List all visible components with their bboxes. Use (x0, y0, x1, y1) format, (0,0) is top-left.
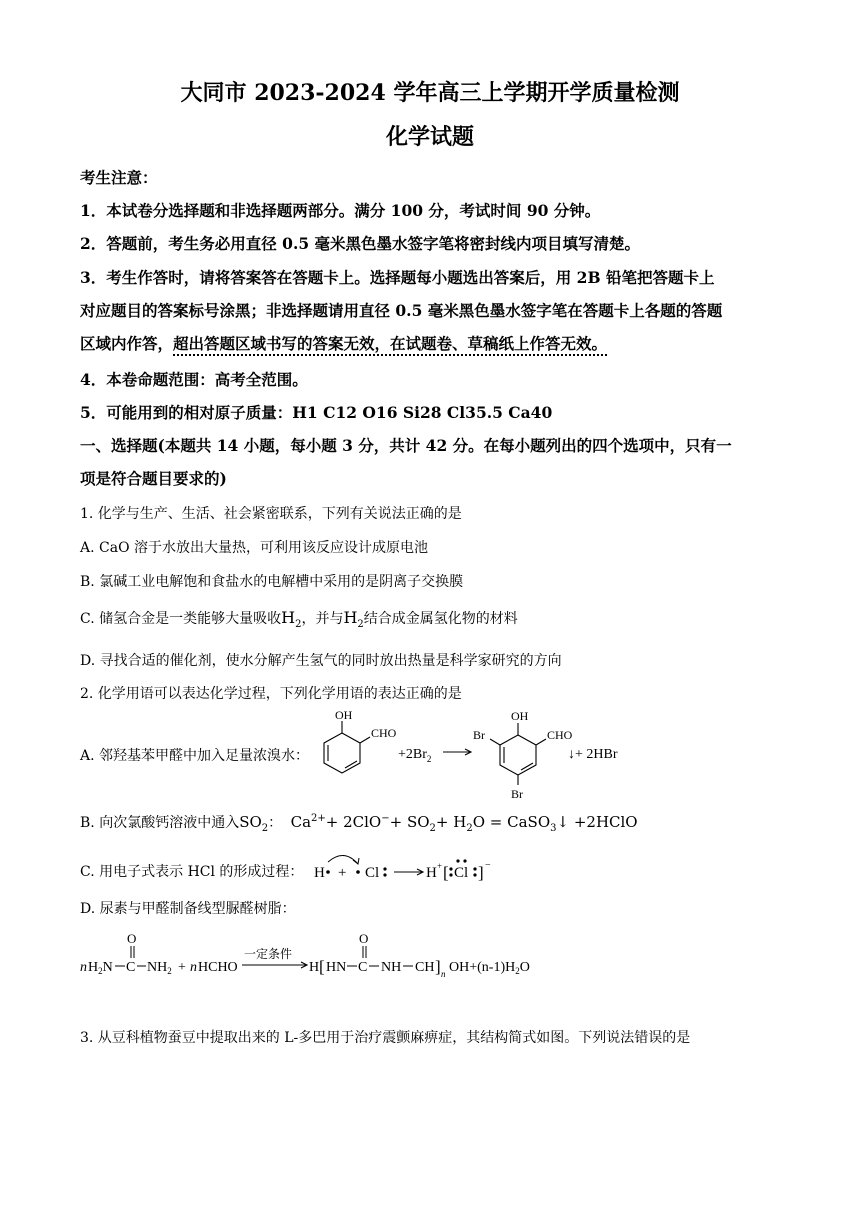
notice-3-cont: 对应题目的答案标号涂黑；非选择题请用直径 0.5 毫米黑色墨水签字笔在答题卡上各题的答题 (80, 301, 723, 320)
page-title: 大同市 2023-2024 学年高三上学期开学质量检测 (180, 80, 680, 106)
svg-text:OH+(n-1)H2O: $OH+(n-1)H_2O$ (449, 960, 530, 976)
product-cho-label: CHO (547, 728, 573, 742)
svg-text:CH: CH (415, 960, 435, 975)
notice-3-emphasis: 超出答题区域书写的答案无效，在试题卷、草稿纸上作答无效。 (173, 334, 607, 356)
notice-3-end-a: 区域内作答， (80, 334, 174, 353)
q1-option-c: C. 储氢合金是一类能够大量吸收$H_2$，并与$H_2$结合成金属氢化物的材料 (80, 608, 518, 630)
svg-text:H2N: $H_2N$ (88, 960, 113, 976)
q1-option-a: A. CaO 溶于水放出大量热，可利用该反应设计成原电池 (80, 540, 428, 556)
q1-option-d: D. 寻找合适的催化剂，使水分解产生氢气的同时放出热量是科学家研究的方向 (80, 653, 562, 669)
svg-text:Cl: Cl (365, 865, 380, 881)
product-oh-label: OH (511, 709, 529, 723)
svg-text:+: + (338, 865, 347, 881)
svg-text:NH2: $NH_2$ (147, 960, 172, 976)
q2-option-b: B. 向次氯酸钙溶液中通入$SO_2$： $Ca^{2+}+ 2ClO^-+ SO_2+ H_2O$ = CaSO$_3$↓ +2HClO (80, 813, 638, 834)
svg-text:C: C (358, 960, 368, 975)
reactant-oh-label: OH (335, 708, 353, 722)
svg-text:n: n (441, 969, 446, 979)
svg-text:[: [ (443, 863, 449, 882)
q2-option-d-reaction (78, 928, 578, 980)
q2-option-a-label: A. 邻羟基苯甲醛中加入足量浓溴水： (80, 748, 310, 764)
section-1-heading-cont: 项是符合题目要求的) (80, 469, 227, 488)
product-benzene-ring (490, 723, 546, 785)
svg-text:C: C (126, 960, 136, 975)
product-tail: ↓+ 2HBr (568, 747, 618, 762)
notice-5: 5．可能用到的相对原子质量：H1 C12 O16 Si28 Cl35.5 Ca40 (80, 403, 553, 422)
q2-option-d-label: D. 尿素与甲醛制备线型脲醛树脂： (80, 901, 296, 917)
q2-stem: 2. 化学用语可以表达化学过程，下列化学用语的表达正确的是 (80, 686, 462, 702)
svg-text:[: [ (319, 957, 325, 976)
condition-label: 一定条件 (244, 947, 293, 961)
product-br-bottom: Br (511, 787, 523, 801)
product-br-left: Br (473, 728, 485, 742)
svg-text:O: O (127, 931, 137, 946)
svg-text:−: − (485, 860, 491, 871)
q1-stem: 1. 化学与生产、生活、社会紧密联系，下列有关说法正确的是 (80, 506, 462, 522)
svg-text:NH: NH (381, 960, 402, 975)
svg-text:H: H (426, 865, 437, 881)
svg-text:HN: HN (326, 960, 347, 975)
page-subtitle: 化学试题 (385, 124, 474, 150)
svg-text:]: ] (478, 863, 484, 882)
q3-stem: 3. 从豆科植物蚕豆中提取出来的 L-多巴用于治疗震颤麻痹症，其结构简式如图。下列说法错误的是 (80, 1030, 691, 1046)
notice-1: 1．本试卷分选择题和非选择题两部分。满分 100 分，考试时间 90 分钟。 (80, 201, 601, 220)
section-1-heading: 一、选择题(本题共 14 小题，每小题 3 分，共计 42 分。在每小题列出的四个选项中，只有一 (80, 436, 732, 455)
svg-text:n: n (190, 960, 197, 975)
svg-text:Cl: Cl (454, 865, 469, 881)
notice-4: 4．本卷命题范围：高考全范围。 (80, 370, 308, 389)
q2-option-c-label: C. 用电子式表示 HCl 的形成过程： (80, 864, 304, 880)
notice-3-end (80, 332, 607, 354)
svg-text:n: n (80, 960, 87, 975)
svg-text:O: O (359, 931, 369, 946)
reaction-arrow (443, 749, 471, 755)
q2-option-c-electron-formula (310, 848, 510, 888)
q1-option-b: B. 氯碱工业电解饱和食盐水的电解槽中采用的是阴离子交换膜 (80, 574, 464, 590)
q2-option-b-equation: $Ca^{2+}+ 2ClO^-+ SO_2+ H_2O$ = CaSO$_3$↓ +2HClO (290, 813, 638, 834)
reactant-cho-label: CHO (371, 726, 397, 740)
q2-option-a-reaction (300, 705, 640, 805)
notice-3: 3．考生作答时，请将答案答在答题卡上。选择题每小题选出答案后，用 2B 铅笔把答题卡上 (80, 268, 715, 287)
svg-text:+: + (178, 960, 186, 975)
notice-2: 2．答题前，考生务必用直径 0.5 毫米黑色墨水签字笔将密封线内项目填写清楚。 (80, 234, 641, 253)
svg-text:HCHO: HCHO (198, 960, 238, 975)
svg-text:]: ] (435, 957, 441, 976)
svg-text:H: H (314, 865, 325, 881)
reactant-benzene-ring (324, 721, 370, 773)
svg-text:+: + (437, 861, 443, 871)
svg-text:H: H (309, 960, 320, 975)
reagent-label: $+2Br_2$ (398, 747, 432, 764)
notice-header: 考生注意： (80, 168, 158, 187)
